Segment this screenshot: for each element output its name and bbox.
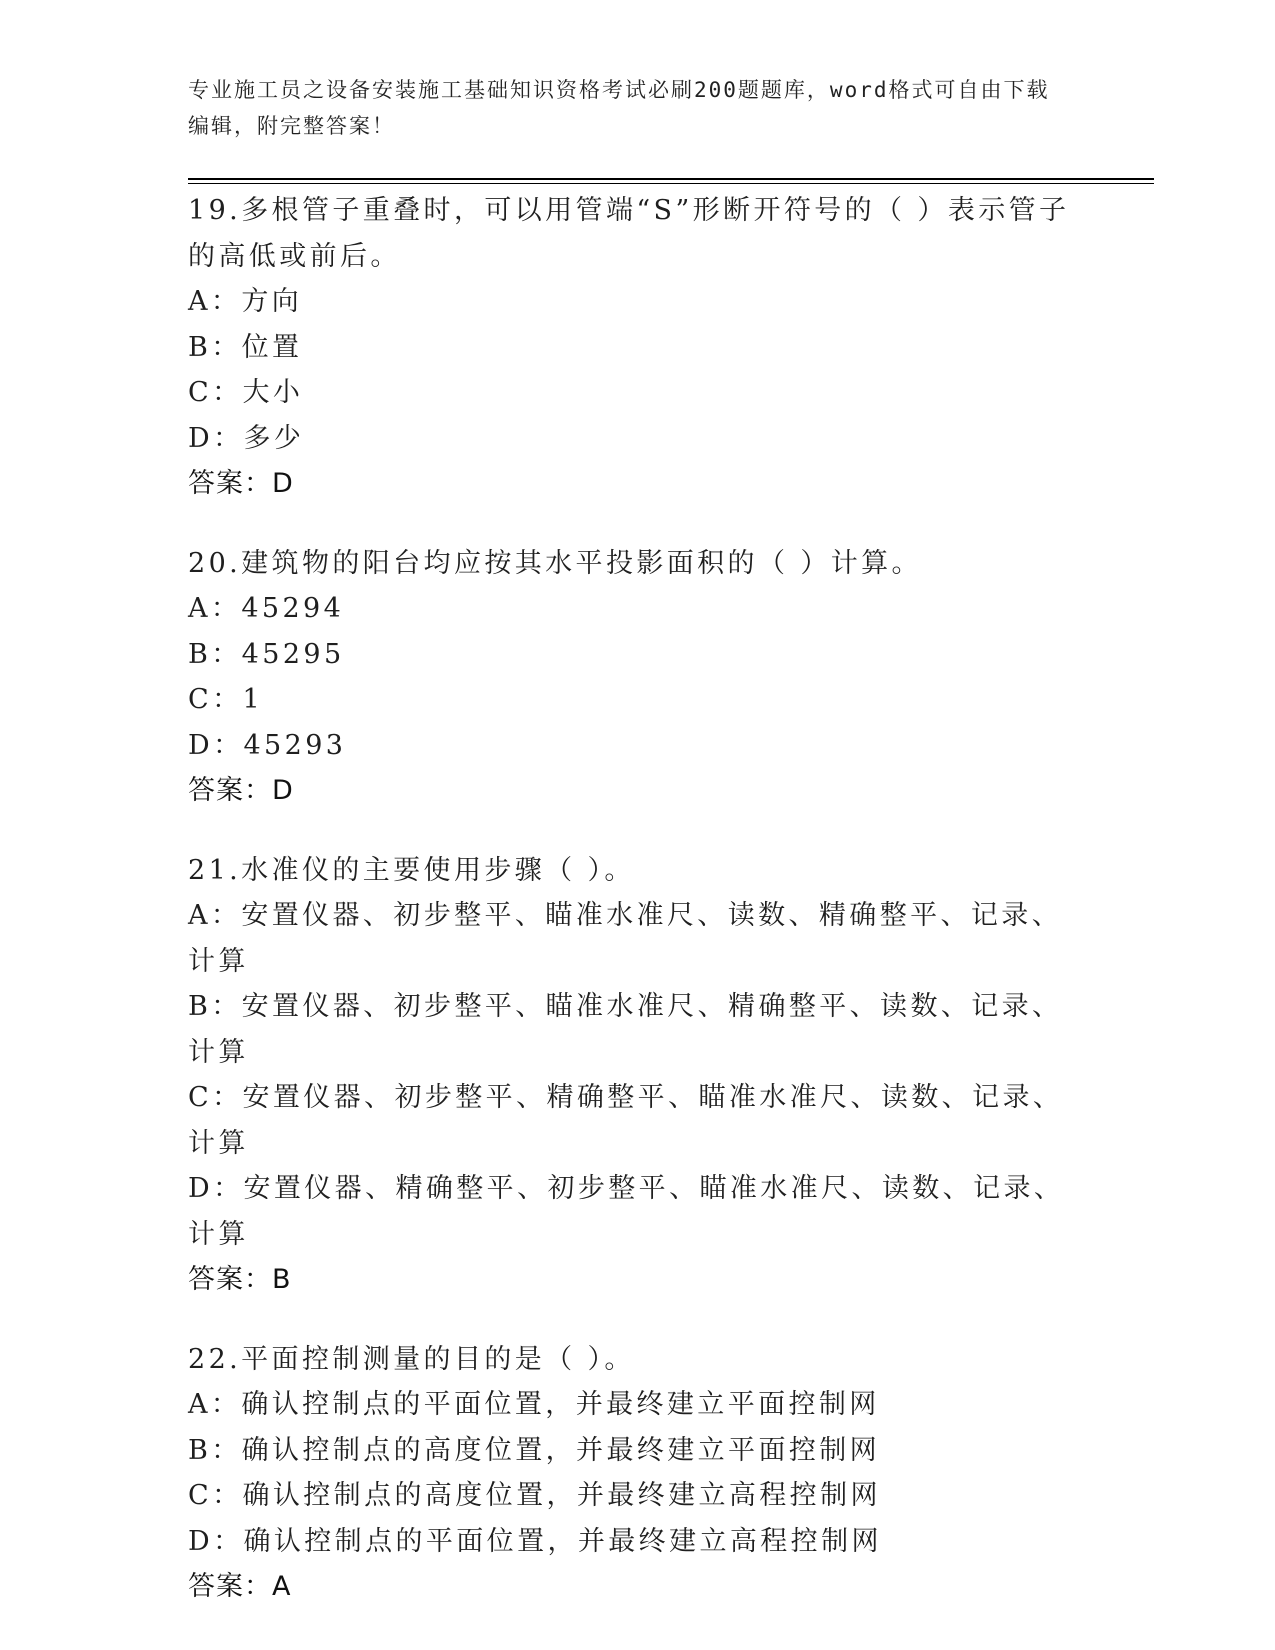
option-b: B：安置仪器、初步整平、瞄准水准尺、精确整平、读数、记录、计算 bbox=[188, 991, 1063, 1068]
option-letter: C bbox=[188, 377, 213, 408]
option-text: 安置仪器、初步整平、瞄准水准尺、读数、精确整平、记录、计算 bbox=[188, 900, 1063, 977]
option-text: 45294 bbox=[241, 593, 345, 624]
option-text: 安置仪器、精确整平、初步整平、瞄准水准尺、读数、记录、计算 bbox=[188, 1173, 1065, 1250]
option-letter: B bbox=[188, 331, 212, 363]
question-19 bbox=[188, 188, 1088, 507]
option-letter: D bbox=[188, 1525, 214, 1557]
option-d: D：45293 bbox=[188, 729, 347, 761]
header-divider-thin bbox=[188, 183, 1154, 184]
question-stem: 21.水准仪的主要使用步骤（ ）。 bbox=[188, 854, 635, 886]
option-text: 安置仪器、初步整平、瞄准水准尺、精确整平、读数、记录、计算 bbox=[188, 991, 1063, 1068]
answer-line: 答案：A bbox=[188, 1571, 292, 1602]
option-a: A：确认控制点的平面位置，并最终建立平面控制网 bbox=[188, 1389, 880, 1420]
option-text: 45293 bbox=[243, 729, 347, 761]
option-b: B：45295 bbox=[188, 638, 345, 670]
option-a: A：安置仪器、初步整平、瞄准水准尺、读数、精确整平、记录、计算 bbox=[188, 900, 1063, 977]
option-text: 多少 bbox=[243, 422, 305, 454]
option-c: C：1 bbox=[188, 684, 264, 715]
header-divider-thick bbox=[188, 178, 1154, 180]
option-a: A：方向 bbox=[188, 286, 303, 317]
question-list bbox=[188, 188, 1088, 1644]
option-text: 大小 bbox=[242, 377, 304, 408]
question-20 bbox=[188, 541, 1088, 814]
option-a: A：45294 bbox=[188, 593, 345, 624]
option-letter: B bbox=[188, 991, 212, 1022]
option-letter: A bbox=[188, 593, 211, 624]
header-text: 专业施工员之设备安装施工基础知识资格考试必刷200题题库，word格式可自由下载编辑，附完整答案！ bbox=[188, 78, 1050, 138]
option-c: C：确认控制点的高度位置，并最终建立高程控制网 bbox=[188, 1480, 881, 1511]
option-letter: C bbox=[188, 684, 213, 715]
option-c: C：安置仪器、初步整平、精确整平、瞄准水准尺、读数、记录、计算 bbox=[188, 1082, 1064, 1159]
document-header bbox=[188, 72, 1068, 144]
option-letter: A bbox=[188, 1389, 211, 1420]
option-text: 确认控制点的平面位置，并最终建立平面控制网 bbox=[241, 1389, 880, 1420]
option-text: 确认控制点的高度位置，并最终建立平面控制网 bbox=[241, 1434, 881, 1466]
option-d: D：安置仪器、精确整平、初步整平、瞄准水准尺、读数、记录、计算 bbox=[188, 1173, 1065, 1250]
option-d: D：确认控制点的平面位置，并最终建立高程控制网 bbox=[188, 1525, 882, 1557]
option-c: C：大小 bbox=[188, 377, 304, 408]
option-letter: D bbox=[188, 422, 214, 454]
option-d: D：多少 bbox=[188, 422, 305, 454]
answer-line: 答案：B bbox=[188, 1264, 292, 1295]
option-text: 1 bbox=[242, 684, 264, 715]
option-letter: D bbox=[188, 729, 214, 761]
option-text: 方向 bbox=[241, 286, 303, 317]
option-text: 确认控制点的高度位置，并最终建立高程控制网 bbox=[242, 1480, 881, 1511]
question-stem: 20.建筑物的阳台均应按其水平投影面积的（ ）计算。 bbox=[188, 547, 922, 579]
option-letter: C bbox=[188, 1480, 213, 1511]
option-text: 位置 bbox=[241, 331, 303, 363]
option-letter: A bbox=[188, 900, 211, 931]
option-text: 确认控制点的平面位置，并最终建立高程控制网 bbox=[243, 1525, 882, 1557]
question-stem: 19.多根管子重叠时，可以用管端“S”形断开符号的（ ）表示管子的高低或前后。 bbox=[188, 195, 1070, 272]
option-letter: B bbox=[188, 638, 212, 670]
question-21 bbox=[188, 848, 1088, 1303]
question-22 bbox=[188, 1337, 1088, 1610]
option-b: B：确认控制点的高度位置，并最终建立平面控制网 bbox=[188, 1434, 881, 1466]
option-letter: C bbox=[188, 1082, 213, 1113]
option-text: 45295 bbox=[241, 638, 345, 670]
option-letter: B bbox=[188, 1434, 212, 1466]
question-stem: 22.平面控制测量的目的是（ ）。 bbox=[188, 1343, 635, 1375]
answer-line: 答案：D bbox=[188, 775, 294, 806]
option-b: B：位置 bbox=[188, 331, 303, 363]
answer-line: 答案：D bbox=[188, 468, 294, 499]
option-letter: D bbox=[188, 1173, 214, 1204]
option-letter: A bbox=[188, 286, 211, 317]
option-text: 安置仪器、初步整平、精确整平、瞄准水准尺、读数、记录、计算 bbox=[188, 1082, 1064, 1159]
